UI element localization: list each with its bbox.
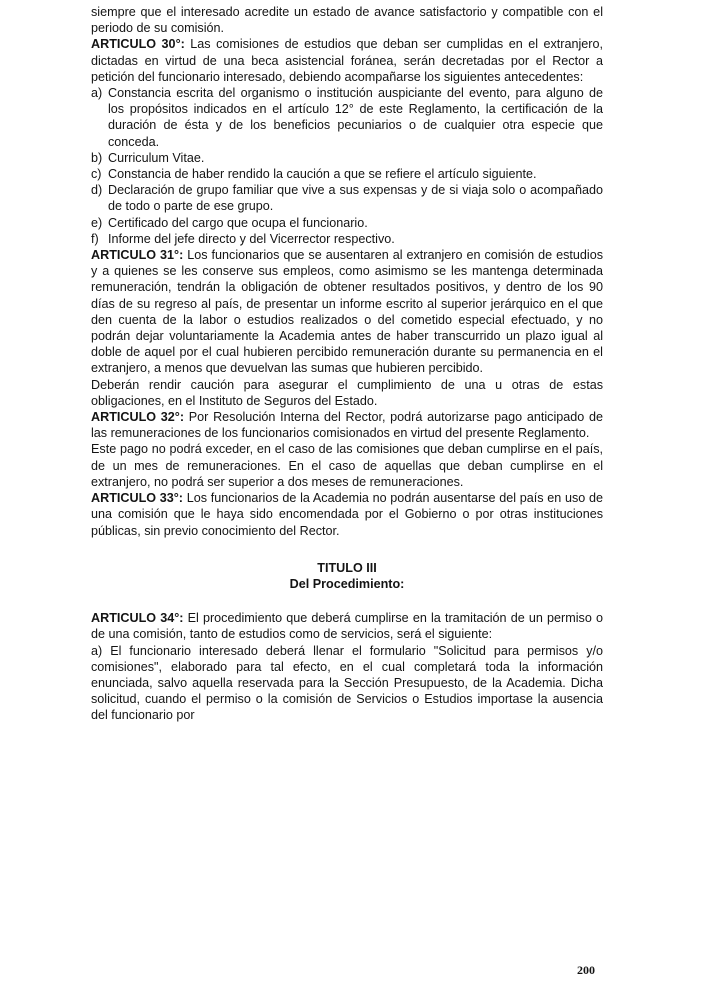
list-item-text: Certificado del cargo que ocupa el funcionario. bbox=[108, 215, 368, 230]
list-item bbox=[91, 166, 603, 182]
article-33-heading: ARTICULO 33°: bbox=[91, 491, 184, 506]
article-33 bbox=[91, 490, 603, 539]
page-number: 200 bbox=[577, 963, 595, 977]
article-32-text: Por Resolución Interna del Rector, podrá autorizarse pago anticipado de las remuneraciones de los funcionarios comisionados en virtud del presente Reglamento. bbox=[91, 410, 603, 441]
list-item bbox=[91, 150, 603, 166]
article-30-heading: ARTICULO 30°: bbox=[91, 37, 185, 52]
continued-paragraph: siempre que el interesado acredite un estado de avance satisfactorio y compatible con el periodo de su comisión. bbox=[91, 5, 603, 36]
list-item bbox=[91, 215, 603, 231]
list-item-text: Curriculum Vitae. bbox=[108, 150, 205, 165]
article-31-paragraph-2: Deberán rendir caución para asegurar el cumplimiento de una u otras de estas obligaciones, en el Instituto de Seguros del Estado. bbox=[91, 377, 603, 408]
article-32 bbox=[91, 409, 603, 441]
list-item-label: b) bbox=[91, 150, 103, 165]
article-33-text: Los funcionarios de la Academia no podrán ausentarse del país en uso de una comisión que le haya sido encomendada por el Gobierno o por otras instituciones públicas, sin previo conocimiento del Rector. bbox=[91, 491, 604, 538]
article-34 bbox=[91, 610, 603, 642]
list-item-label: c) bbox=[91, 167, 102, 182]
article-34-item-a: a) El funcionario interesado deberá llenar el formulario "Solicitud para permisos y/o comisiones", elaborado para tal efecto, en el cual completará toda la información enunciada, salvo aquella reservada para la Sección Presupuesto, de la Academia. Dicha solicitud, cuando el permiso o la comisión de Servicios o Estudios importase la ausencia del funcionario por bbox=[91, 643, 603, 723]
article-30-list bbox=[91, 85, 603, 247]
article-32-heading: ARTICULO 32°: bbox=[91, 410, 185, 425]
list-item-text: Constancia de haber rendido la caución a que se refiere el artículo siguiente. bbox=[108, 167, 537, 182]
list-item-label: a) bbox=[91, 86, 103, 101]
article-31 bbox=[91, 247, 603, 377]
article-34-heading: ARTICULO 34°: bbox=[91, 611, 184, 626]
article-34-text: El procedimiento que deberá cumplirse en la tramitación de un permiso o de una comisión, tanto de estudios como de servicios, será el siguiente: bbox=[91, 611, 604, 642]
article-32-paragraph-2: Este pago no podrá exceder, en el caso de las comisiones que deban cumplirse en el país, de un mes de remuneraciones. En el caso de aquellas que deban cumplirse en el extranjero, no podrá ser superior a dos meses de remuneraciones. bbox=[91, 442, 603, 489]
section-title bbox=[91, 560, 603, 592]
title-subtitle: Del Procedimiento: bbox=[289, 576, 405, 591]
article-30-text: Las comisiones de estudios que deban ser cumplidas en el extranjero, dictadas en virtud de una beca asistencial foránea, serán decretadas por el Rector a petición del funcionario interesado, debiendo acompañarse los siguientes antecedentes: bbox=[91, 37, 603, 84]
list-item bbox=[91, 231, 603, 247]
list-item-text: Informe del jefe directo y del Vicerrector respectivo. bbox=[108, 231, 395, 246]
article-31-heading: ARTICULO 31°: bbox=[91, 248, 184, 263]
list-item-label: f) bbox=[91, 231, 99, 246]
article-30 bbox=[91, 36, 603, 85]
article-31-text: Los funcionarios que se ausentaren al extranjero en comisión de estudios y a quienes se les conserve sus empleos, como asimismo se les mantenga determinada remuneración, tendrán la obligación de obtener resultados positivos, y dentro de los 90 días de su regreso al país, de presentar un informe escrito al superior jerárquico en el que den cuenta de la labor o estudios realizados o del cometido especial efectuado, y no podrán dejar voluntariamente la Academia antes de haber transcurrido un plazo igual al doble de aquel por el cual hubieren percibido remuneración durante su permanencia en el extranjero, a menos que devuelvan las sumas que hubieren percibido. bbox=[91, 248, 604, 376]
list-item bbox=[91, 85, 603, 150]
list-item-text: Declaración de grupo familiar que vive a sus expensas y de si viaja solo o acompañado de todo o parte de ese grupo. bbox=[108, 183, 603, 214]
list-item-label: e) bbox=[91, 215, 103, 230]
list-item-text: Constancia escrita del organismo o institución auspiciante del evento, para alguno de los propósitos indicados en el artículo 12° de este Reglamento, la certificación de la duración de ésta y de los beneficios pecuniarios o de cualquier otra especie que conceda. bbox=[108, 86, 603, 149]
list-item bbox=[91, 182, 603, 214]
list-item-label: d) bbox=[91, 183, 103, 198]
title-number: TITULO III bbox=[317, 560, 377, 575]
